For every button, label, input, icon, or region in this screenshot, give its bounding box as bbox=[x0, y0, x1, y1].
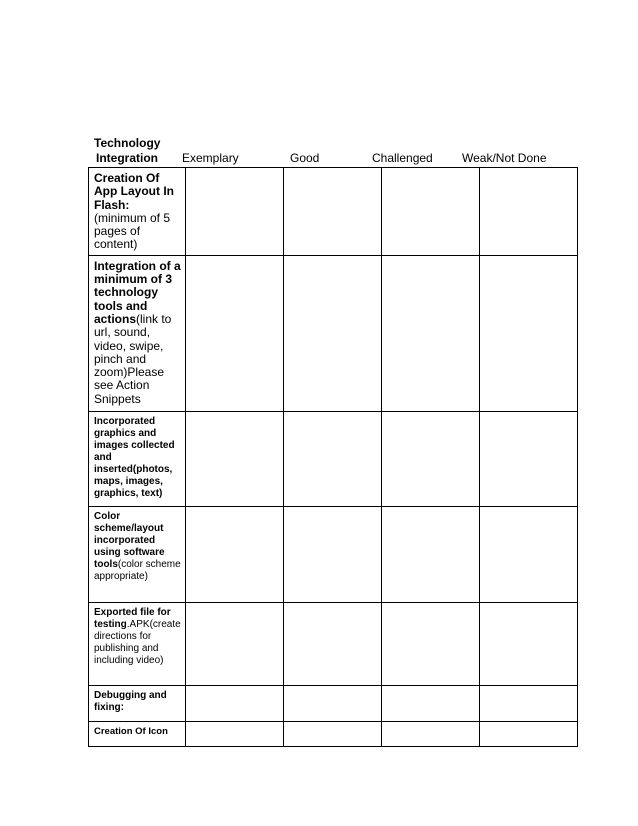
criterion-detail-text: .APK(create directions for publishing and including video) bbox=[94, 618, 181, 666]
table-row bbox=[89, 685, 578, 721]
score-cell-exemplary[interactable] bbox=[186, 721, 284, 746]
criteria-header-line2: Integration bbox=[96, 151, 158, 165]
score-cell-weak[interactable] bbox=[480, 411, 578, 506]
table-row bbox=[89, 721, 578, 746]
score-cell-good[interactable] bbox=[284, 685, 382, 721]
criterion-bold-text: Exported file for testing bbox=[94, 606, 171, 630]
score-cell-exemplary[interactable] bbox=[186, 506, 284, 602]
score-cell-good[interactable] bbox=[284, 411, 382, 506]
criterion-detail-text: (color scheme appropriate) bbox=[94, 558, 181, 582]
score-cell-exemplary[interactable] bbox=[186, 411, 284, 506]
score-cell-exemplary[interactable] bbox=[186, 168, 284, 256]
score-cell-weak[interactable] bbox=[480, 168, 578, 256]
score-cell-good[interactable] bbox=[284, 602, 382, 685]
score-cell-weak[interactable] bbox=[480, 721, 578, 746]
score-cell-exemplary[interactable] bbox=[186, 255, 284, 411]
score-cell-weak[interactable] bbox=[480, 602, 578, 685]
criterion-cell bbox=[89, 411, 186, 506]
criterion-cell bbox=[89, 506, 186, 602]
table-row bbox=[89, 168, 578, 256]
score-cell-challenged[interactable] bbox=[382, 255, 480, 411]
criterion-bold-text: Debugging and fixing: bbox=[94, 689, 167, 713]
criterion-bold-text: Creation Of App Layout In Flash: bbox=[94, 171, 174, 212]
criterion-bold-text: Incorporated graphics and images collected and inserted(photos, maps, images, graphics, text) bbox=[94, 415, 175, 499]
score-cell-good[interactable] bbox=[284, 506, 382, 602]
rubric-header bbox=[88, 134, 577, 167]
score-cell-challenged[interactable] bbox=[382, 721, 480, 746]
criterion-bold-text: Color scheme/layout incorporated using software tools bbox=[94, 510, 165, 570]
criterion-cell bbox=[89, 168, 186, 256]
criterion-bold-text: Integration of a minimum of 3 technology tools and actions bbox=[94, 258, 181, 326]
column-header-weak-not-done: Weak/Not Done bbox=[462, 151, 547, 165]
criterion-cell bbox=[89, 602, 186, 685]
score-cell-challenged[interactable] bbox=[382, 602, 480, 685]
score-cell-challenged[interactable] bbox=[382, 411, 480, 506]
table-row bbox=[89, 506, 578, 602]
criteria-column-header bbox=[94, 136, 160, 166]
score-cell-weak[interactable] bbox=[480, 506, 578, 602]
column-header-good: Good bbox=[290, 151, 320, 165]
criterion-detail-text: (link to url, sound, video, swipe, pinch and zoom)Please see Action Snippets bbox=[94, 311, 172, 406]
score-cell-challenged[interactable] bbox=[382, 168, 480, 256]
score-cell-good[interactable] bbox=[284, 168, 382, 256]
score-cell-exemplary[interactable] bbox=[186, 602, 284, 685]
criterion-cell bbox=[89, 721, 186, 746]
table-row bbox=[89, 411, 578, 506]
score-cell-good[interactable] bbox=[284, 721, 382, 746]
table-row bbox=[89, 602, 578, 685]
score-cell-weak[interactable] bbox=[480, 685, 578, 721]
score-cell-challenged[interactable] bbox=[382, 685, 480, 721]
table-row bbox=[89, 255, 578, 411]
column-header-challenged: Challenged bbox=[372, 151, 433, 165]
criterion-cell bbox=[89, 685, 186, 721]
criterion-bold-text: Creation Of Icon bbox=[94, 725, 168, 737]
rubric-table bbox=[88, 167, 578, 747]
column-header-exemplary: Exemplary bbox=[182, 151, 239, 165]
criterion-detail-text: (minimum of 5 pages of content) bbox=[94, 210, 171, 252]
score-cell-good[interactable] bbox=[284, 255, 382, 411]
criterion-cell bbox=[89, 255, 186, 411]
criteria-header-line1: Technology bbox=[94, 136, 161, 150]
score-cell-challenged[interactable] bbox=[382, 506, 480, 602]
score-cell-exemplary[interactable] bbox=[186, 685, 284, 721]
score-cell-weak[interactable] bbox=[480, 255, 578, 411]
